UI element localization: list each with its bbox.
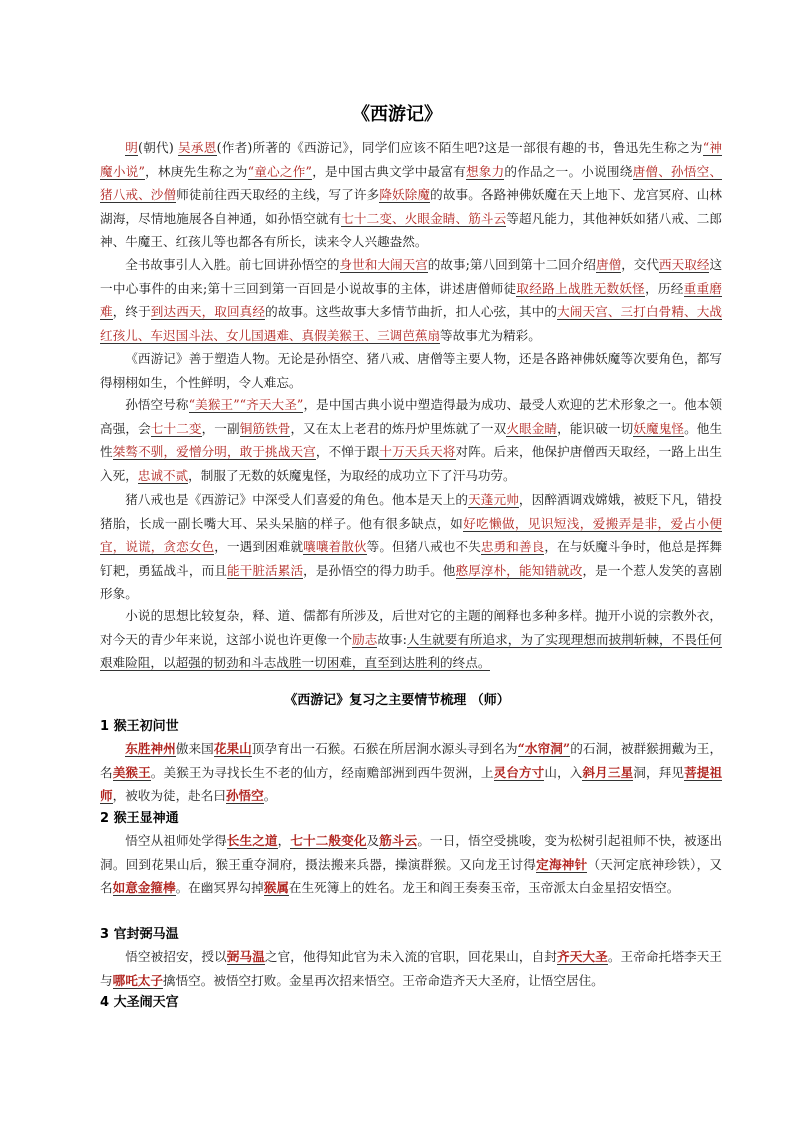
- highlighted-term: 重重磨难: [100, 280, 723, 320]
- text-run: ，制服了无数的妖魔鬼怪，为取经的成功立下了汗马功劳。: [188, 467, 516, 483]
- text-run: ，不惮于跟: [315, 444, 380, 460]
- highlighted-term: 东胜神州: [125, 741, 176, 756]
- highlighted-term: 唐僧: [595, 257, 622, 272]
- text-run: 故事:: [377, 631, 407, 647]
- text-run: 顶孕育出一石猴。石猴在所居涧水源头寻到名为: [251, 741, 518, 756]
- text-run: ，被收为徒，赴名曰: [112, 788, 226, 804]
- text-run: 。美猴王为寻找长生不老的仙方，经南赡部洲到西牛贺洲，上: [150, 764, 494, 780]
- text-run: （天河定底神珍铁），又名: [100, 856, 723, 896]
- highlighted-term: 灵台方寸: [493, 764, 545, 780]
- highlighted-term: 定海神针: [536, 856, 588, 872]
- chapter-body: [100, 737, 722, 808]
- chapter-body: [100, 945, 722, 992]
- highlighted-term: 哪吒太子: [112, 972, 163, 988]
- highlighted-term: 西天取经: [659, 257, 710, 272]
- chapter-body: [100, 829, 722, 900]
- text-run: 对阵。后来，他保护唐僧西天取经，一路上出生入死，: [100, 444, 723, 483]
- text-run: 的故事。这些故事大多情节曲折，扣人心弦，其中的: [265, 304, 558, 320]
- highlighted-term: 人生就要有所追求，为了实现理想而披荆斩棘，不畏任何艰难险阻，以超强的韧劲和斗志战胜一切困难，直至到达胜利的终点。: [100, 631, 723, 671]
- highlighted-term: 七十二变、火眼金睛、筋斗云: [341, 210, 507, 226]
- highlighted-term: 妖魔鬼怪: [633, 420, 685, 436]
- highlighted-term: “神魔小说”: [100, 140, 722, 179]
- text-run: 擒悟空。被悟空打败。金星再次招来悟空。王帝命造齐天大圣府，让悟空居住。: [162, 972, 604, 988]
- text-run: 。他生性: [100, 420, 723, 460]
- text-run: ，终于: [112, 304, 151, 320]
- chapter-heading: 1 猴王初问世: [100, 719, 179, 734]
- text-run: ，是孙悟空的得力助手。他: [303, 562, 456, 578]
- highlighted-term: 能干脏活累活: [226, 562, 304, 578]
- text-run: ，是中国古典文学中最富有: [311, 163, 466, 179]
- text-run: ，一遇到困难就: [214, 539, 304, 555]
- highlighted-term: 长生之道: [226, 833, 278, 848]
- text-run: 。王帝命托塔李天王与: [100, 949, 723, 988]
- text-run: 《西游记》善于塑造人物。无论是孙悟空、猪八戒、唐僧等主要人物，还是各路神佛妖魔等次要角色，都写得栩栩如生，个性鲜明，令人难忘。: [100, 351, 722, 390]
- text-run: ，: [277, 833, 291, 848]
- text-run: 洞，拜见: [633, 764, 685, 780]
- text-run: 等故事尤为精彩。: [440, 327, 541, 343]
- text-run: 的作品之一。小说围绕: [504, 163, 633, 179]
- highlighted-term: 降妖除魔: [379, 187, 431, 203]
- highlighted-term: “美猴王”“齐天大圣”: [188, 397, 304, 412]
- highlighted-term: 唐僧、孙悟空、猪八戒、沙僧: [100, 163, 723, 203]
- highlighted-term: 憨厚淳朴，能知错就改: [455, 562, 583, 578]
- intro-paragraph-6: [100, 604, 722, 675]
- intro-paragraph-5: [100, 488, 722, 606]
- highlighted-term: 明: [125, 140, 139, 155]
- section-title: 《西游记》复习之主要情节梳理 （师）: [284, 693, 510, 708]
- highlighted-term: 大闹天宫、三打白骨精、大战红孩儿、车迟国斗法、女儿国遇难、真假美猴王、三调芭蕉扇: [100, 304, 723, 343]
- highlighted-term: “童心之作”: [247, 163, 312, 179]
- intro-paragraph-2: [100, 253, 722, 347]
- text-run: 之官，他得知此官为未入流的官职，回花果山，自封: [264, 949, 558, 964]
- highlighted-term: 菩提祖师: [100, 764, 723, 804]
- highlighted-term: 齐天大圣: [557, 949, 608, 964]
- highlighted-term: 嚷嚷着散伙: [303, 539, 367, 555]
- text-run: 山，入: [544, 764, 583, 780]
- text-run: 的故事;第八回到第十二回介绍: [427, 257, 596, 272]
- intro-paragraph-3: [100, 347, 722, 394]
- text-run: 这一中心事件的由来;第十三回到第一百回是小说故事的主体，讲述唐僧师徒: [100, 257, 723, 296]
- text-run: ，能识破一切: [557, 420, 634, 436]
- text-run: 等超凡能力，其他神妖如猪八戒、二郎神、牛魔王、红孩儿等也都各有所长，读来令人兴趣盎然。: [100, 210, 723, 250]
- text-run: (朝代): [138, 140, 179, 155]
- highlighted-term: 身世和大闹天宫: [339, 257, 428, 272]
- highlighted-term: 想象力: [465, 163, 505, 179]
- text-run: 悟空被招安，授以: [125, 949, 227, 964]
- text-run: 的故事。各路神佛妖魔在天上地下、龙宫冥府、山林湖海，尽情地施展各自神通，如孙悟空就有: [100, 187, 723, 226]
- text-run: 傲来国: [175, 741, 214, 756]
- text-run: 全书故事引人入胜。前七回讲孙悟空的: [125, 257, 340, 272]
- text-run: ，是一个惹人发笑的喜剧形象。: [100, 562, 723, 602]
- chapter-heading: 3 官封弼马温: [100, 927, 179, 942]
- text-run: (作者)所著的《西游记》，同学们应该不陌生吧?这是一部很有趣的书，鲁迅先生称之为: [216, 140, 703, 155]
- highlighted-term: 忠勇和善良: [480, 539, 545, 555]
- highlighted-term: 猴属: [263, 880, 289, 896]
- highlighted-term: 励志: [352, 631, 378, 647]
- text-run: ，一副: [201, 420, 240, 436]
- highlighted-term: 七十二般变化: [290, 833, 367, 848]
- text-run: 。: [263, 788, 277, 804]
- text-run: ，在与妖魔斗争时，他总是挥舞钉耙，勇猛战斗，而且: [100, 539, 723, 578]
- intro-paragraph-1: [100, 136, 722, 254]
- highlighted-term: 火眼金睛: [506, 420, 558, 436]
- highlighted-term: 桀骜不驯，爱憎分明，敢于挑战天宫: [112, 444, 316, 460]
- text-run: 在生死簿上的姓名。龙王和阎王奏奏玉帝，玉帝派太白金星招安悟空。: [288, 880, 680, 896]
- chapter-heading: 2 猴王显神通: [100, 811, 179, 826]
- highlighted-term: 忠诚不贰: [137, 467, 189, 483]
- text-run: ，林庚先生称之为: [144, 163, 248, 179]
- text-run: 及: [366, 833, 380, 848]
- text-run: ，历经: [645, 280, 684, 296]
- text-run: ，因醉酒调戏嫦娥，被贬下凡，错投猪胎，长成一副长嘴大耳、呆头呆脑的样子。他有很多缺点，如: [100, 492, 723, 531]
- text-run: ，是中国古典小说中塑造得最为成功、最受人欢迎的艺术形象之一。他本领高强，会: [100, 397, 723, 436]
- highlighted-term: 花果山: [213, 741, 252, 756]
- chapter-heading: 4 大圣闹天宫: [100, 995, 179, 1010]
- intro-paragraph-4: [100, 393, 722, 487]
- text-run: 孙悟空号称: [125, 397, 189, 412]
- highlighted-term: 天蓬元帅: [468, 492, 519, 507]
- document-title: 《西游记》: [352, 104, 442, 125]
- highlighted-term: 吴承恩: [178, 140, 217, 155]
- text-run: 的石洞，被群猴拥戴为王，名: [100, 741, 723, 780]
- highlighted-term: 铜筋铁骨: [239, 420, 291, 436]
- highlighted-term: 如意金箍棒: [112, 880, 176, 896]
- highlighted-term: 十万天兵天将: [379, 444, 456, 460]
- text-run: 。在幽冥界勾掉: [175, 880, 264, 896]
- highlighted-term: 取经路上战胜无数妖怪: [516, 280, 646, 296]
- highlighted-term: “水帘洞”: [517, 741, 571, 756]
- text-run: 猪八戒也是《西游记》中深受人们喜爱的角色。他本是天上的: [125, 492, 469, 507]
- highlighted-term: 筋斗云: [379, 833, 418, 848]
- highlighted-term: 孙悟空: [225, 788, 264, 804]
- text-run: ，又在太上老君的炼丹炉里炼就了一双: [290, 420, 507, 436]
- highlighted-term: 七十二变: [150, 420, 202, 436]
- text-run: 。一日，悟空受挑唆，变为松树引起祖师不快，被逐出洞。回到花果山后，猴王重夺洞府，摄法搬来兵器，操演群猴。又向龙王讨得: [100, 833, 723, 872]
- text-run: 小说的思想比较复杂，释、道、儒都有所涉及，后世对它的主题的阐释也多种多样。抛开小说的宗教外衣，对今天的青少年来说，这部小说也许更像一个: [100, 608, 722, 647]
- highlighted-term: 好吃懒做，见识短浅，爱搬弄是非，爱占小便宜，说谎，贪恋女色: [100, 515, 723, 555]
- text-run: 师徒前往西天取经的主线，写了许多: [176, 187, 380, 203]
- highlighted-term: 美猴王: [112, 764, 151, 780]
- text-run: ，交代: [621, 257, 660, 272]
- text-run: 等。但猪八戒也不失: [366, 539, 481, 555]
- highlighted-term: 弼马温: [226, 949, 265, 964]
- text-run: 悟空从祖师处学得: [125, 833, 227, 848]
- highlighted-term: 斜月三星: [582, 764, 634, 780]
- highlighted-term: 到达西天，取回真经: [150, 304, 266, 320]
